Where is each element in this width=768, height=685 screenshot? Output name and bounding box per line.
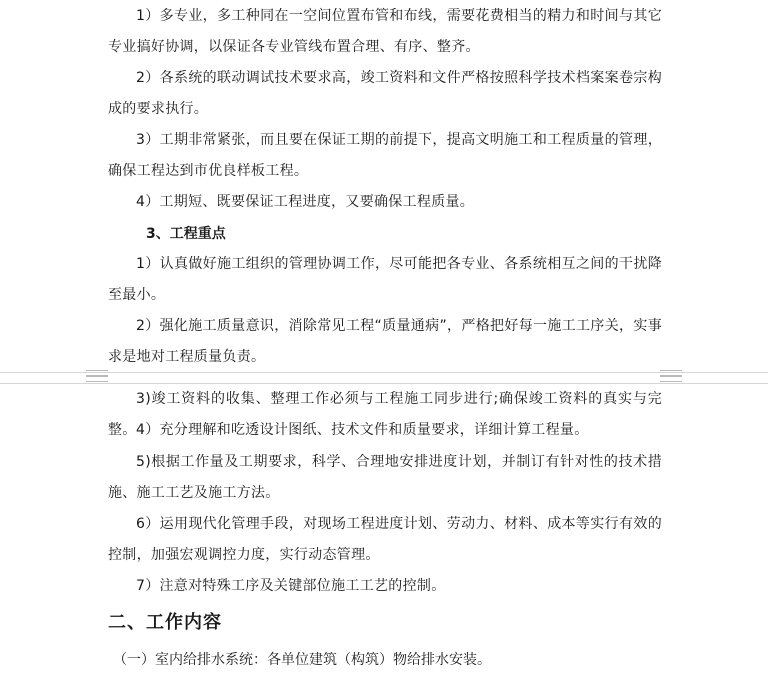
paragraph-key-point-6: 6）运用现代化管理手段，对现场工程进度计划、劳动力、材料、成本等实行有效的控制，加强宏观调控力度，实行动态管理。 [108, 516, 662, 563]
paragraph-key-point-7: 7）注意对特殊工序及关键部位施工工艺的控制。 [136, 578, 446, 594]
paragraph-difficulty-3: 3）工期非常紧张，而且要在保证工期的前提下，提高文明施工和工程质量的管理，确保工程达到市优良样板工程。 [108, 132, 662, 179]
paragraph-key-point-5: 5)根据工作量及工期要求，科学、合理地安排进度计划，并制订有针对性的技术措施、施工工艺及施工方法。 [108, 454, 662, 501]
paragraph-difficulty-4: 4）工期短、既要保证工程进度，又要确保工程质量。 [136, 194, 475, 210]
section-heading-key-points: 3、工程重点 [146, 226, 226, 242]
sub-heading-indoor-drainage: （一）室内给排水系统：各单位建筑（构筑）物给排水安装。 [113, 652, 491, 668]
page-corner-mark [86, 369, 108, 376]
page-break [0, 372, 768, 384]
paragraph-difficulty-1: 1）多专业，多工种同在一空间位置布管和布线，需要花费相当的精力和时间与其它专业搞好协调，以保证各专业管线布置合理、有序、整齐。 [108, 8, 662, 55]
paragraph-key-point-1: 1）认真做好施工组织的管理协调工作，尽可能把各专业、各系统相互之间的干扰降至最小。 [108, 256, 662, 303]
paragraph-key-point-2: 2）强化施工质量意识，消除常见工程“质量通病”，严格把好每一施工工序关，实事求是地对工程质量负责。 [108, 318, 662, 365]
document-page-bottom [0, 384, 768, 685]
paragraph-difficulty-2: 2）各系统的联动调试技术要求高，竣工资料和文件严格按照科学技术档案案卷宗构成的要求执行。 [108, 70, 662, 117]
page-corner-mark [660, 369, 682, 376]
chapter-heading-work-content: 二、工作内容 [108, 612, 222, 633]
paragraph-key-point-3: 3)竣工资料的收集、整理工作必须与工程施工同步进行;确保竣工资料的真实与完整。 [108, 391, 662, 438]
paragraph-key-point-4: 4）充分理解和吃透设计图纸、技术文件和质量要求，详细计算工程量。 [136, 422, 589, 438]
